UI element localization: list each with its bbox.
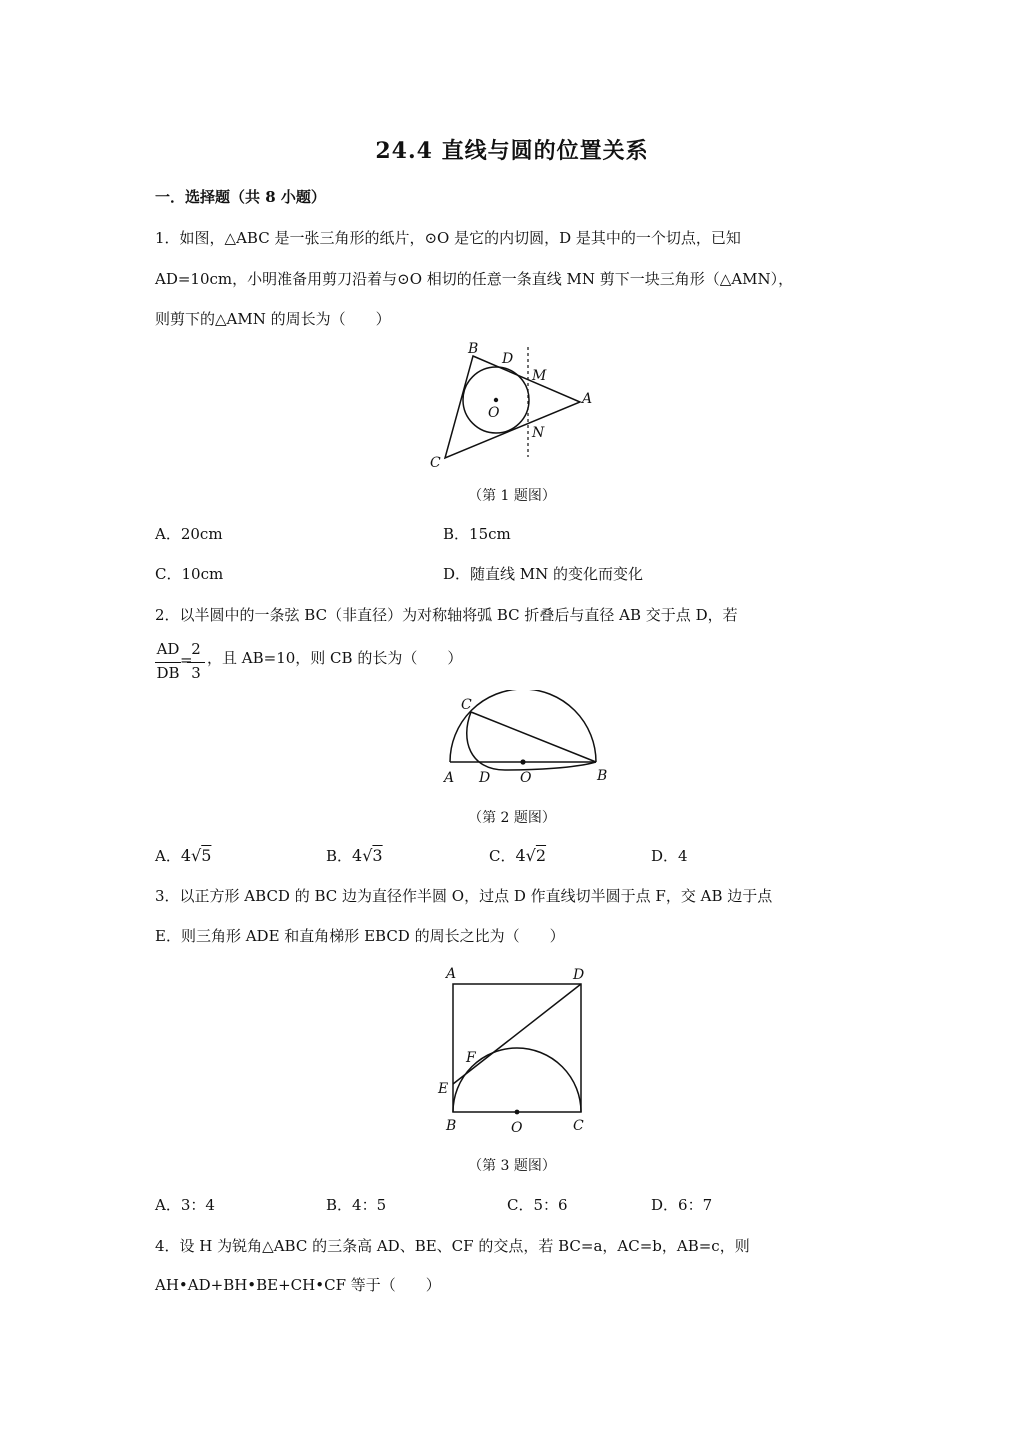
q2-option-c xyxy=(489,846,546,866)
q2-frac2-denominator: 3 xyxy=(191,664,201,682)
q3-option-c: C．5：6 xyxy=(507,1196,568,1214)
q1-option-c: C．10cm xyxy=(155,565,224,583)
q2-option-a-radicand: 5 xyxy=(201,846,212,865)
q3-label-e: E xyxy=(438,1081,449,1097)
q1-option-a: A．20cm xyxy=(155,525,223,543)
q2-equals: = xyxy=(180,651,193,669)
q3-text-line2: E．则三角形 ADE 和直角梯形 EBCD 的周长之比为（ ） xyxy=(155,927,565,945)
q2-center-dot xyxy=(520,759,525,764)
q2-label-a: A xyxy=(444,770,455,786)
q2-label-c: C xyxy=(461,697,472,713)
q2-option-c-radicand: 2 xyxy=(535,846,547,865)
q2-option-d: D．4 xyxy=(651,847,688,865)
q2-frac1-numerator: AD xyxy=(156,640,180,658)
q3-option-d: D．6：7 xyxy=(651,1196,713,1214)
q1-text-line3: 则剪下的△AMN 的周长为（ ） xyxy=(155,310,391,328)
q1-text-line2: AD=10cm，小明准备用剪刀沿着与⊙O 相切的任意一条直线 MN 剪下一块三角形（△AMN）， xyxy=(155,270,794,288)
q2-option-b xyxy=(326,846,383,866)
q2-option-a-coef: 4 xyxy=(180,846,192,865)
q2-frac2-bar xyxy=(187,662,205,663)
q2-option-c-prefix: C． xyxy=(489,847,516,865)
q3-option-b: B．4：5 xyxy=(326,1196,387,1214)
q4-text-line2: AH•AD+BH•BE+CH•CF 等于（ ） xyxy=(155,1276,441,1294)
q2-label-b: B xyxy=(597,768,608,784)
q2-figure xyxy=(435,690,615,790)
q1-label-o: O xyxy=(488,405,500,421)
q3-label-d: D xyxy=(573,967,585,983)
q1-label-c: C xyxy=(430,455,441,471)
q2-semicircle xyxy=(450,690,596,762)
q3-label-f: F xyxy=(466,1050,476,1066)
q3-label-a: A xyxy=(446,966,457,982)
q2-option-a xyxy=(155,846,211,866)
q1-label-d: D xyxy=(502,351,514,367)
q1-option-d: D．随直线 MN 的变化而变化 xyxy=(443,565,644,583)
q2-label-o: O xyxy=(520,770,532,786)
q3-tangent-de xyxy=(453,984,581,1084)
q2-option-a-prefix: A． xyxy=(155,847,181,865)
q3-text-line1: 3．以正方形 ABCD 的 BC 边为直径作半圆 O，过点 D 作直线切半圆于点 F，交 AB 边于点 xyxy=(155,887,773,905)
q2-text-line2: ，且 AB=10，则 CB 的长为（ ） xyxy=(207,649,463,667)
q1-label-n: N xyxy=(532,425,545,441)
q1-label-a: A xyxy=(582,391,593,407)
q2-option-b-sqrt-icon: √ xyxy=(362,846,373,865)
q1-figure xyxy=(420,335,610,475)
q2-text-line1: 2．以半圆中的一条弦 BC（非直径）为对称轴将弧 BC 折叠后与直径 AB 交于点 D，若 xyxy=(155,606,738,624)
q2-option-b-coef: 4 xyxy=(352,846,363,865)
page-title: 24.4 直线与圆的位置关系 xyxy=(375,138,649,164)
q1-label-b: B xyxy=(468,341,479,357)
q2-option-a-sqrt-icon: √ xyxy=(191,846,202,865)
q1-option-b: B．15cm xyxy=(443,525,511,543)
q3-center-dot xyxy=(515,1110,520,1115)
q2-frac1-denominator: DB xyxy=(156,664,180,682)
q2-frac2-numerator: 2 xyxy=(191,640,201,658)
q2-caption: （第 2 题图） xyxy=(468,810,556,826)
q2-option-b-prefix: B． xyxy=(326,847,353,865)
q3-option-a: A．3：4 xyxy=(155,1196,215,1214)
q3-caption: （第 3 题图） xyxy=(468,1158,556,1174)
q1-caption: （第 1 题图） xyxy=(468,488,556,504)
q3-label-c: C xyxy=(573,1118,584,1134)
q2-option-c-sqrt-icon: √ xyxy=(525,846,536,865)
q2-frac1-bar xyxy=(155,662,181,663)
q1-text-line1: 1．如图，△ABC 是一张三角形的纸片，⊙O 是它的内切圆，D 是其中的一个切点，已知 xyxy=(155,229,741,247)
q2-option-b-radicand: 3 xyxy=(372,846,383,865)
q3-label-b: B xyxy=(446,1118,457,1134)
q2-chord-bc xyxy=(471,712,596,762)
q1-label-m: M xyxy=(532,368,547,384)
section-heading: 一．选择题（共 8 小题） xyxy=(155,188,326,206)
q2-option-c-coef: 4 xyxy=(515,846,526,865)
q1-center-dot xyxy=(494,398,498,402)
q4-text-line1: 4．设 H 为锐角△ABC 的三条高 AD、BE、CF 的交点，若 BC=a，AC=b，AB=c，则 xyxy=(155,1237,750,1255)
q2-label-d: D xyxy=(479,770,491,786)
q3-label-o: O xyxy=(511,1120,523,1136)
q3-figure xyxy=(430,962,600,1142)
